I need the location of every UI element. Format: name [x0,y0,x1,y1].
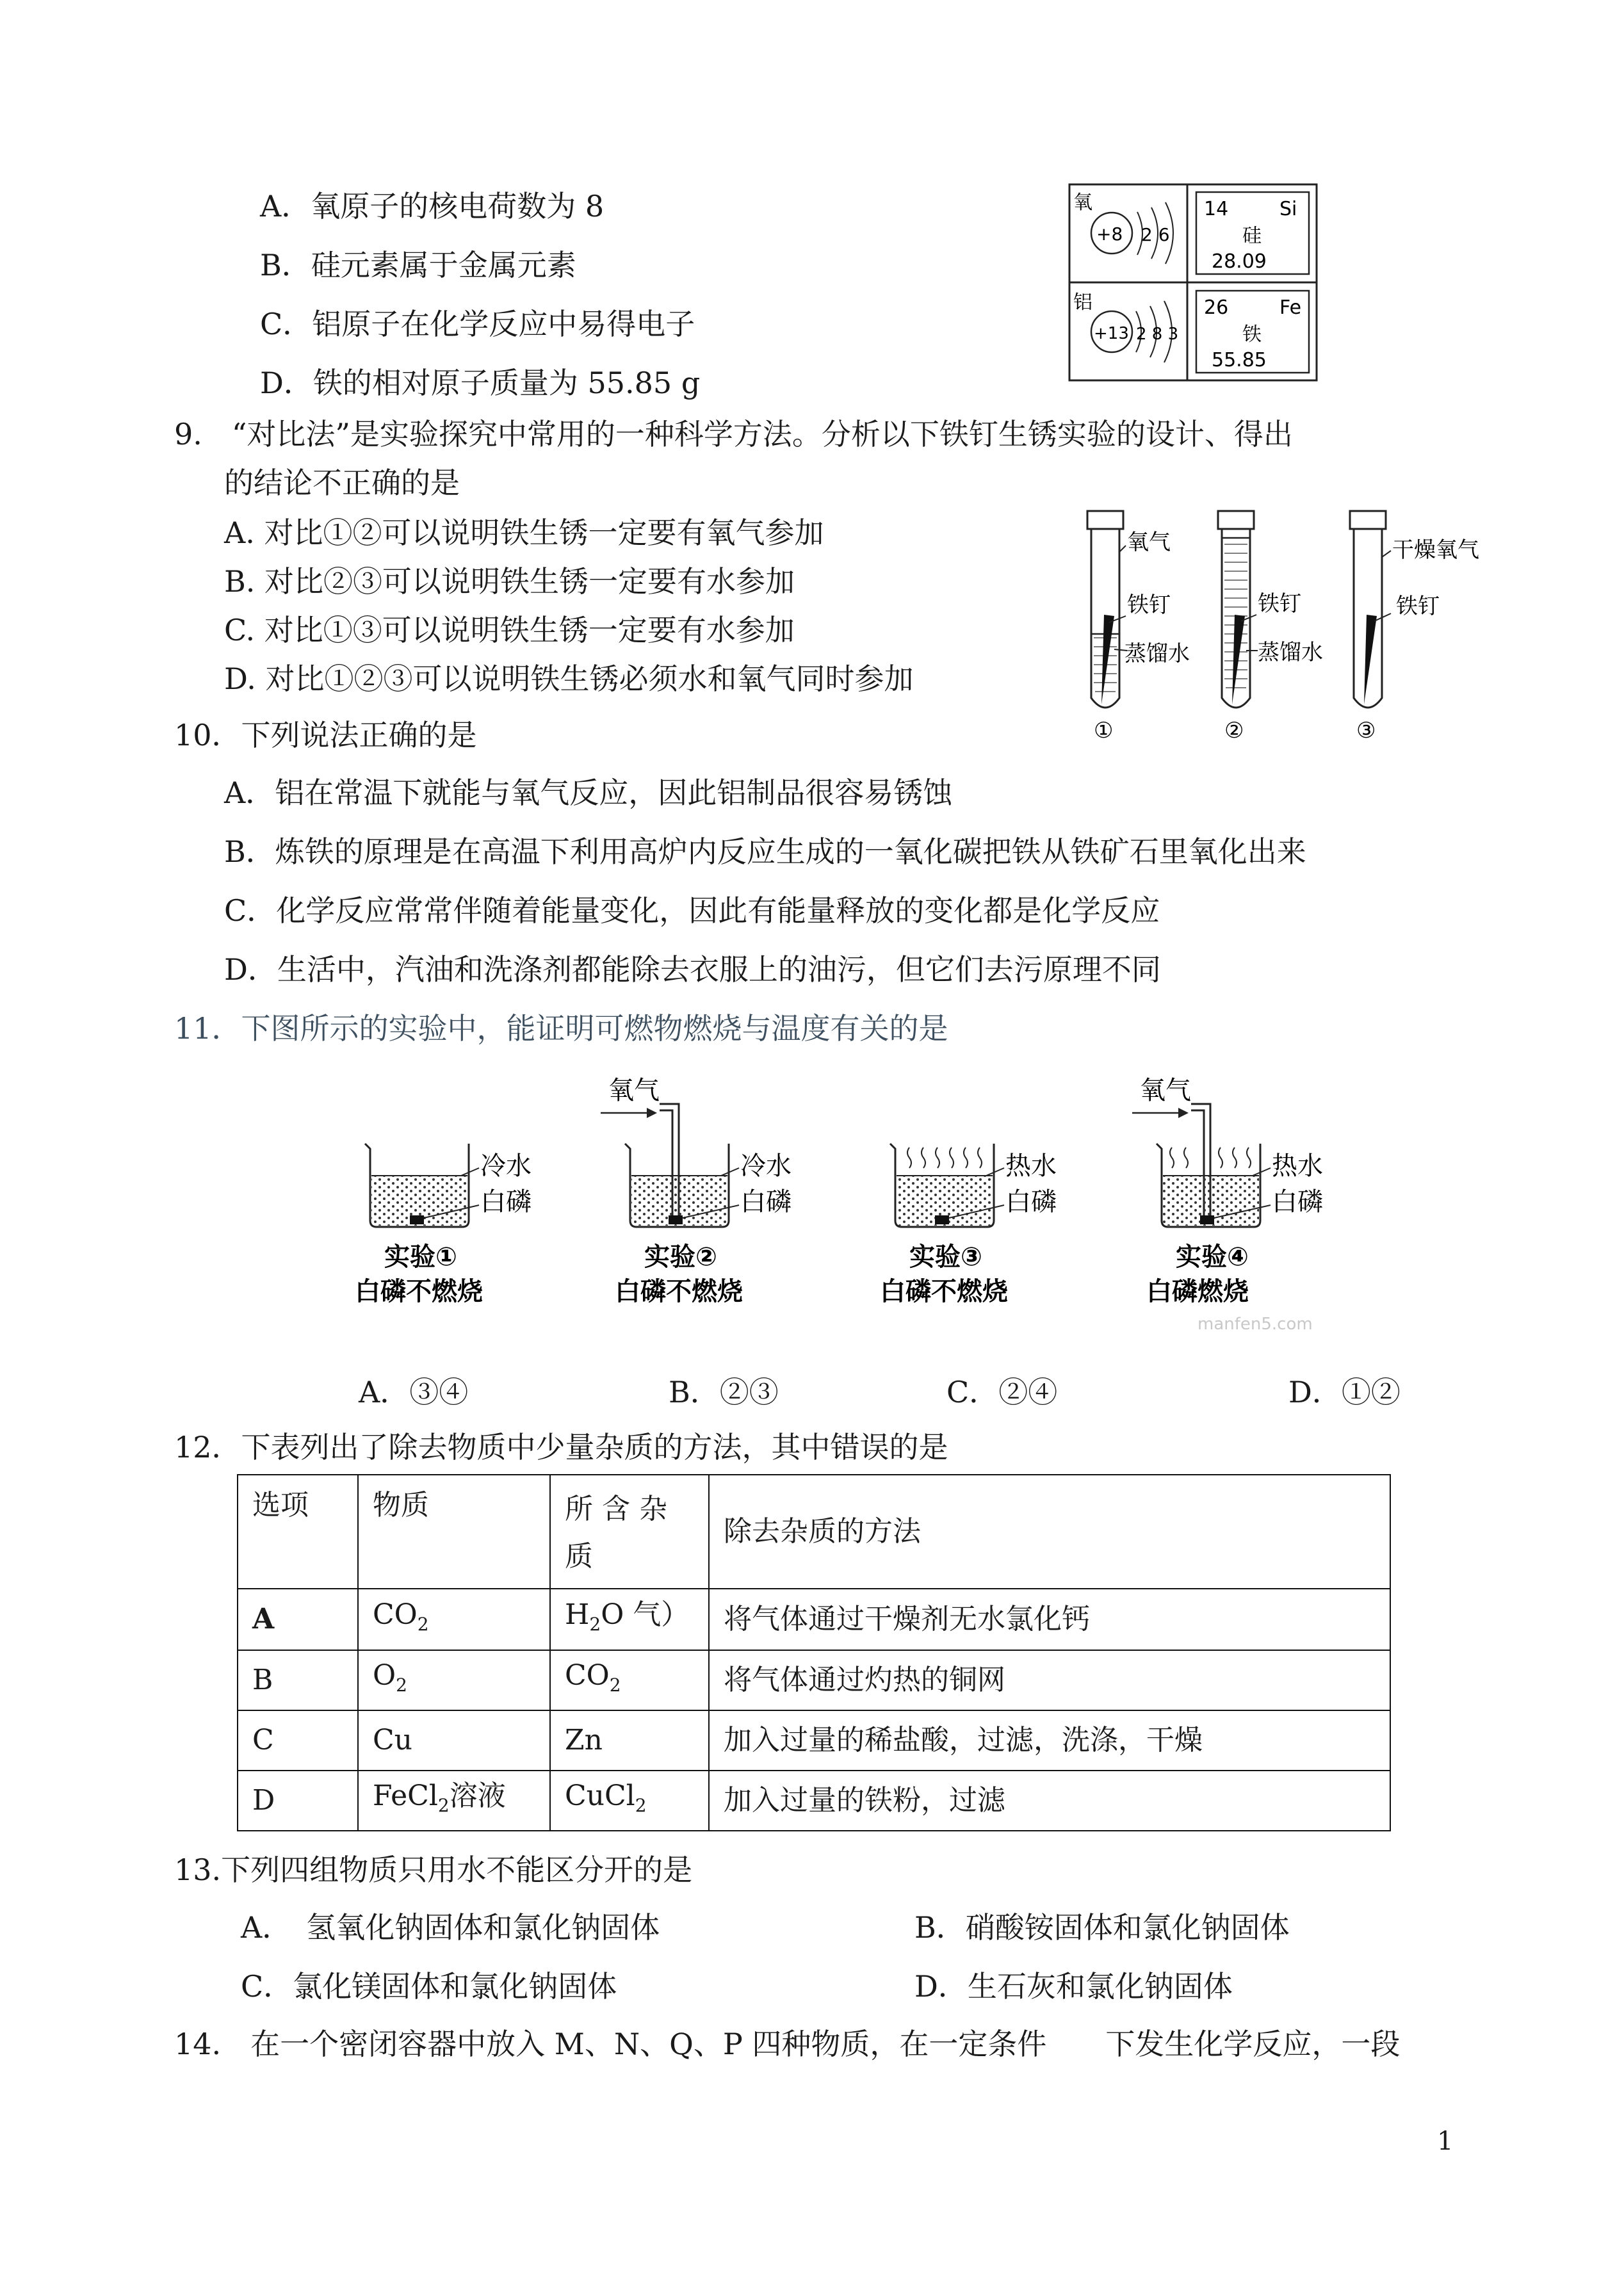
q10-option-b: B．炼铁的原理是在高温下利用高炉内反应生成的一氧化碳把铁从铁矿石里氧化出来 [224,834,1306,869]
exp3-water: 热水 [1005,1151,1057,1181]
table-row [238,1710,1390,1771]
exp4-gas: 氧气 [1140,1076,1191,1105]
row-c-method: 加入过量的稀盐酸，过滤，洗涤，干燥 [724,1724,1203,1756]
q9-option-d: D. 对比①②③可以说明铁生锈必须水和氧气同时参加 [224,661,914,696]
iron-symbol: Fe [1279,296,1302,319]
row-c-substance: Cu [373,1724,413,1756]
tube1-label-water: 蒸馏水 [1125,641,1190,667]
row-d-substance-subscript: 2 [437,1794,450,1816]
row-c-impurity: Zn [565,1724,603,1756]
q9-stem-line1: 9. “对比法”是实验探究中常用的一种科学方法。分析以下铁钉生锈实验的设计、得出 [174,417,1293,451]
q11-option-a: A．③④ [359,1375,469,1409]
page-number: 1 [1437,2127,1454,2156]
row-a-impurity: H [565,1598,590,1631]
silicon-name: 硅 [1242,225,1262,247]
row-a-impurity-tail: O 气） [601,1598,690,1631]
row-b-impurity: CO [565,1658,610,1692]
q9-stem-line2: 的结论不正确的是 [224,466,460,500]
exp2-title: 实验② [644,1242,717,1272]
exp2-water: 冷水 [740,1151,792,1181]
q12-stem: 12．下表列出了除去物质中少量杂质的方法，其中错误的是 [174,1430,948,1464]
q9-option-a: A. 对比①②可以说明铁生锈一定要有氧气参加 [224,515,824,550]
header-impurity-2: 质 [565,1540,593,1573]
experiment-4 [1132,1076,1323,1334]
q13-option-a: A． 氢氧化钠固体和氯化钠固体 [241,1910,660,1945]
experiment-1 [355,1144,532,1306]
row-d-impurity-subscript: 2 [635,1794,647,1816]
q10-option-c: C．化学反应常常伴随着能量变化，因此有能量释放的变化都是化学反应 [224,893,1160,928]
iron-number: 26 [1204,296,1229,319]
q8-option-a: A．氧原子的核电荷数为 8 [260,189,605,223]
experiment-3 [880,1144,1057,1306]
aluminum-nucleus: +13 [1094,324,1129,343]
row-d-substance: FeCl [373,1779,438,1812]
header-substance: 物质 [373,1489,429,1521]
tube3-label-dry-oxygen: 干燥氧气 [1392,537,1479,563]
iron-name: 铁 [1242,323,1262,346]
exp2-result: 白磷不燃烧 [615,1277,743,1306]
row-a-option: A [252,1603,275,1635]
q11-option-c: C．②④ [946,1375,1058,1409]
watermark: manfen5.com [1198,1315,1313,1334]
exp1-title: 实验① [384,1242,457,1272]
exp1-phosphorus: 白磷 [480,1187,532,1217]
row-b-method: 将气体通过灼热的铜网 [724,1664,1005,1696]
q11-stem: 11．下图所示的实验中，能证明可燃物燃烧与温度有关的是 [174,1011,948,1046]
tube2-number: ② [1224,718,1244,743]
exp4-phosphorus: 白磷 [1272,1187,1323,1217]
q9-option-b: B. 对比②③可以说明铁生锈一定要有水参加 [224,564,795,599]
row-b-impurity-subscript: 2 [609,1674,621,1696]
tube1-label-nail: 铁钉 [1127,592,1171,618]
q8-option-b: B．硅元素属于金属元素 [260,248,576,282]
oxygen-nucleus: +8 [1096,223,1123,245]
q8-option-d: D．铁的相对原子质量为 55.85 g [260,366,701,400]
header-method: 除去杂质的方法 [724,1515,921,1548]
row-b-substance-subscript: 2 [396,1674,407,1696]
silicon-number: 14 [1204,198,1229,220]
exp4-result: 白磷燃烧 [1146,1277,1249,1306]
row-a-substance-subscript: 2 [417,1613,429,1635]
tube3-number: ③ [1356,718,1376,743]
q13-stem: 13.下列四组物质只用水不能区分开的是 [174,1853,693,1887]
q11-combustion-figure [346,1073,1370,1342]
table-row [238,1589,1390,1650]
row-d-method: 加入过量的铁粉，过滤 [724,1784,1005,1817]
exp2-phosphorus: 白磷 [740,1187,792,1217]
row-a-impurity-subscript: 2 [589,1613,601,1635]
q11-option-d: D．①② [1288,1375,1401,1409]
header-impurity-1: 所 含 杂 [565,1493,667,1525]
iron-mass: 55.85 [1212,349,1267,371]
oxygen-label: 氧 [1073,191,1092,214]
aluminum-label: 铝 [1073,291,1092,314]
q12-table [237,1474,1391,1831]
exp4-title: 实验④ [1176,1242,1249,1272]
q10-option-a: A．铝在常温下就能与氧气反应，因此铝制品很容易锈蚀 [224,775,953,810]
q13-option-c: C．氯化镁固体和氯化钠固体 [241,1969,617,2004]
row-d-option: D [252,1784,275,1817]
tube1-label-oxygen: 氧气 [1127,530,1171,555]
row-b-substance: O [373,1658,396,1692]
tube2-label-nail: 铁钉 [1258,591,1301,617]
tube3-label-nail: 铁钉 [1396,594,1440,619]
experiment-2 [601,1076,792,1306]
row-a-method: 将气体通过干燥剂无水氯化钙 [724,1603,1090,1635]
row-b-option: B [252,1664,273,1696]
table-header-row [238,1475,1390,1589]
row-d-impurity: CuCl [565,1779,635,1812]
tube1-number: ① [1094,718,1114,743]
q11-option-b: B．②③ [669,1375,779,1409]
q8-element-figure [1068,183,1318,382]
q9-option-c: C. 对比①③可以说明铁生锈一定要有水参加 [224,613,795,647]
q9-test-tube-figure [1076,506,1511,743]
table-row [238,1650,1390,1710]
exp3-phosphorus: 白磷 [1005,1187,1057,1217]
exp3-title: 实验③ [909,1242,982,1272]
exp4-water: 热水 [1272,1151,1323,1181]
oxygen-shells: 2 6 [1141,224,1170,245]
table-row [238,1771,1390,1831]
tube2-label-water: 蒸馏水 [1258,640,1323,665]
exp1-water: 冷水 [480,1151,532,1181]
exp1-result: 白磷不燃烧 [355,1277,483,1306]
row-d-substance-tail: 溶液 [449,1779,506,1812]
exp2-gas: 氧气 [608,1076,660,1105]
q13-option-b: B．硝酸铵固体和氯化钠固体 [914,1910,1290,1945]
exp3-result: 白磷不燃烧 [880,1277,1008,1306]
aluminum-shells: 2 8 3 [1136,325,1179,344]
q10-stem: 10．下列说法正确的是 [174,718,477,752]
q14-stem: 14. 在一个密闭容器中放入 M、N、Q、P 四种物质，在一定条件 下发生化学反应，一段 [174,2027,1401,2061]
header-option: 选项 [252,1489,309,1521]
silicon-mass: 28.09 [1212,250,1267,273]
q8-option-c: C．铝原子在化学反应中易得电子 [260,307,695,341]
row-c-option: C [252,1724,274,1756]
silicon-symbol: Si [1279,198,1297,220]
q10-option-d: D．生活中，汽油和洗涤剂都能除去衣服上的油污，但它们去污原理不同 [224,952,1161,987]
q13-option-d: D．生石灰和氯化钠固体 [914,1969,1233,2004]
row-a-substance: CO [373,1598,418,1631]
